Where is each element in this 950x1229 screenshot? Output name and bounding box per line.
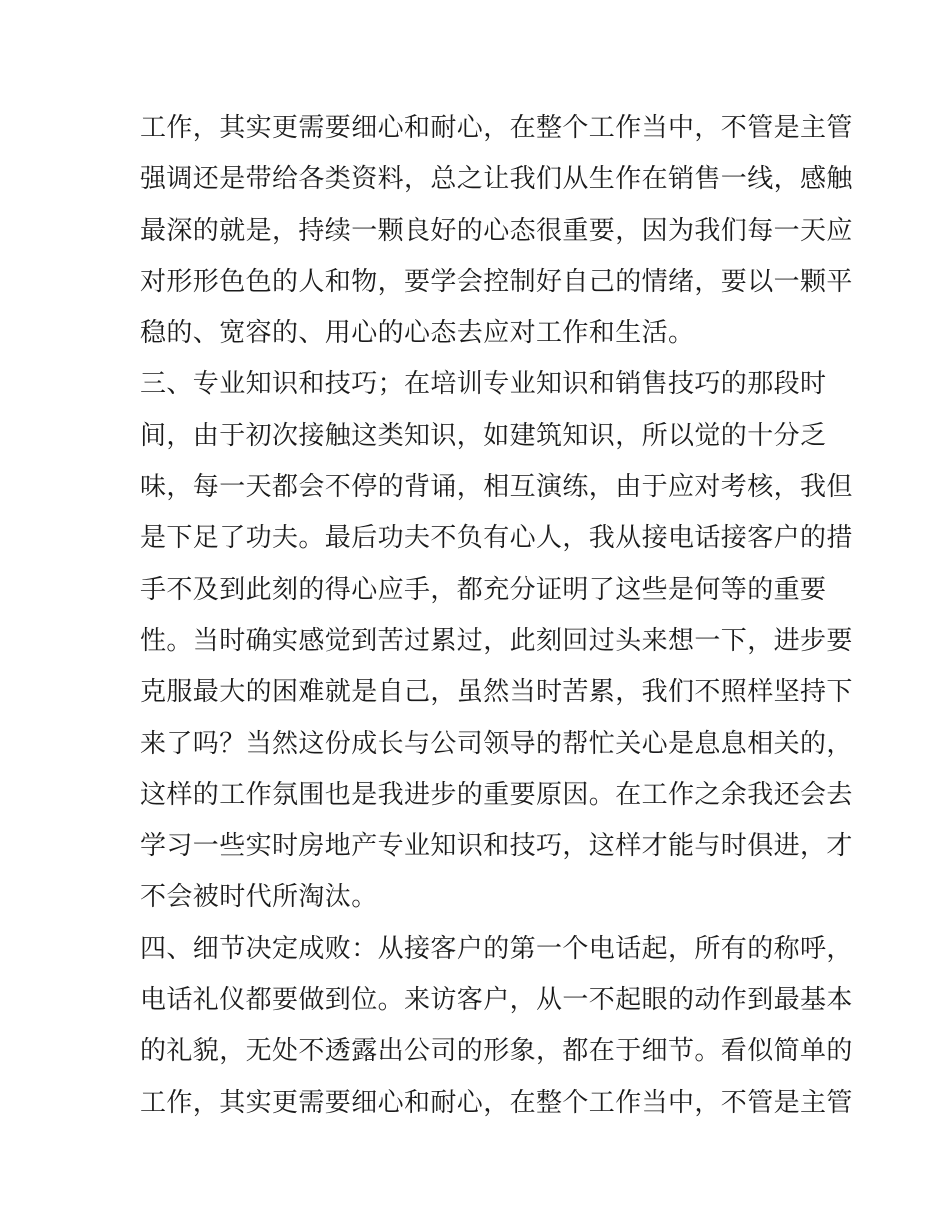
text-line-1: 工作，其实更需要细心和耐心，在整个工作当中，不管是主管 [140,113,853,143]
text-line-15: 学习一些实时房地产专业知识和技巧，这样才能与时俱进，才 [140,831,853,862]
text-line-18: 电话礼仪都要做到位。来访客户，从一不起眼的动作到最基本 [140,985,853,1016]
text-line-7: 间，由于初次接触这类知识，如建筑知识，所以觉的十分乏 [140,420,827,451]
text-line-17: 四、细节决定成败：从接客户的第一个电话起，所有的称呼， [140,933,853,964]
text-line-16: 不会被时代所淘汰。 [140,882,378,913]
text-line-3: 最深的就是，持续一颗良好的心态很重要，因为我们每一天应 [140,215,853,246]
text-line-2: 强调还是带给各类资料，总之让我们从生作在销售一线，感触 [140,164,853,195]
text-line-12: 克服最大的困难就是自己，虽然当时苦累，我们不照样坚持下 [140,677,853,708]
text-line-14: 这样的工作氛围也是我进步的重要原因。在工作之余我还会去 [140,779,853,810]
text-line-13: 来了吗？当然这份成长与公司领导的帮忙关心是息息相关的， [140,728,853,759]
text-line-4: 对形形色色的人和物，要学会控制好自己的情绪，要以一颗平 [140,266,853,297]
text-line-19: 的礼貌，无处不透露出公司的形象，都在于细节。看似简单的 [140,1036,853,1067]
text-line-6: 三、专业知识和技巧；在培训专业知识和销售技巧的那段时 [140,369,827,400]
text-line-5: 稳的、宽容的、用心的心态去应对工作和生活。 [140,318,695,349]
document-body [140,103,853,1129]
text-line-9: 是下足了功夫。最后功夫不负有心人，我从接电话接客户的措 [140,523,853,554]
text-line-20: 工作，其实更需要细心和耐心，在整个工作当中，不管是主管 [140,1087,853,1118]
text-line-11: 性。当时确实感觉到苦过累过，此刻回过头来想一下，进步要 [140,625,853,656]
text-line-8: 味，每一天都会不停的背诵，相互演练，由于应对考核，我但 [140,472,853,503]
text-line-10: 手不及到此刻的得心应手，都充分证明了这些是何等的重要 [140,574,827,605]
